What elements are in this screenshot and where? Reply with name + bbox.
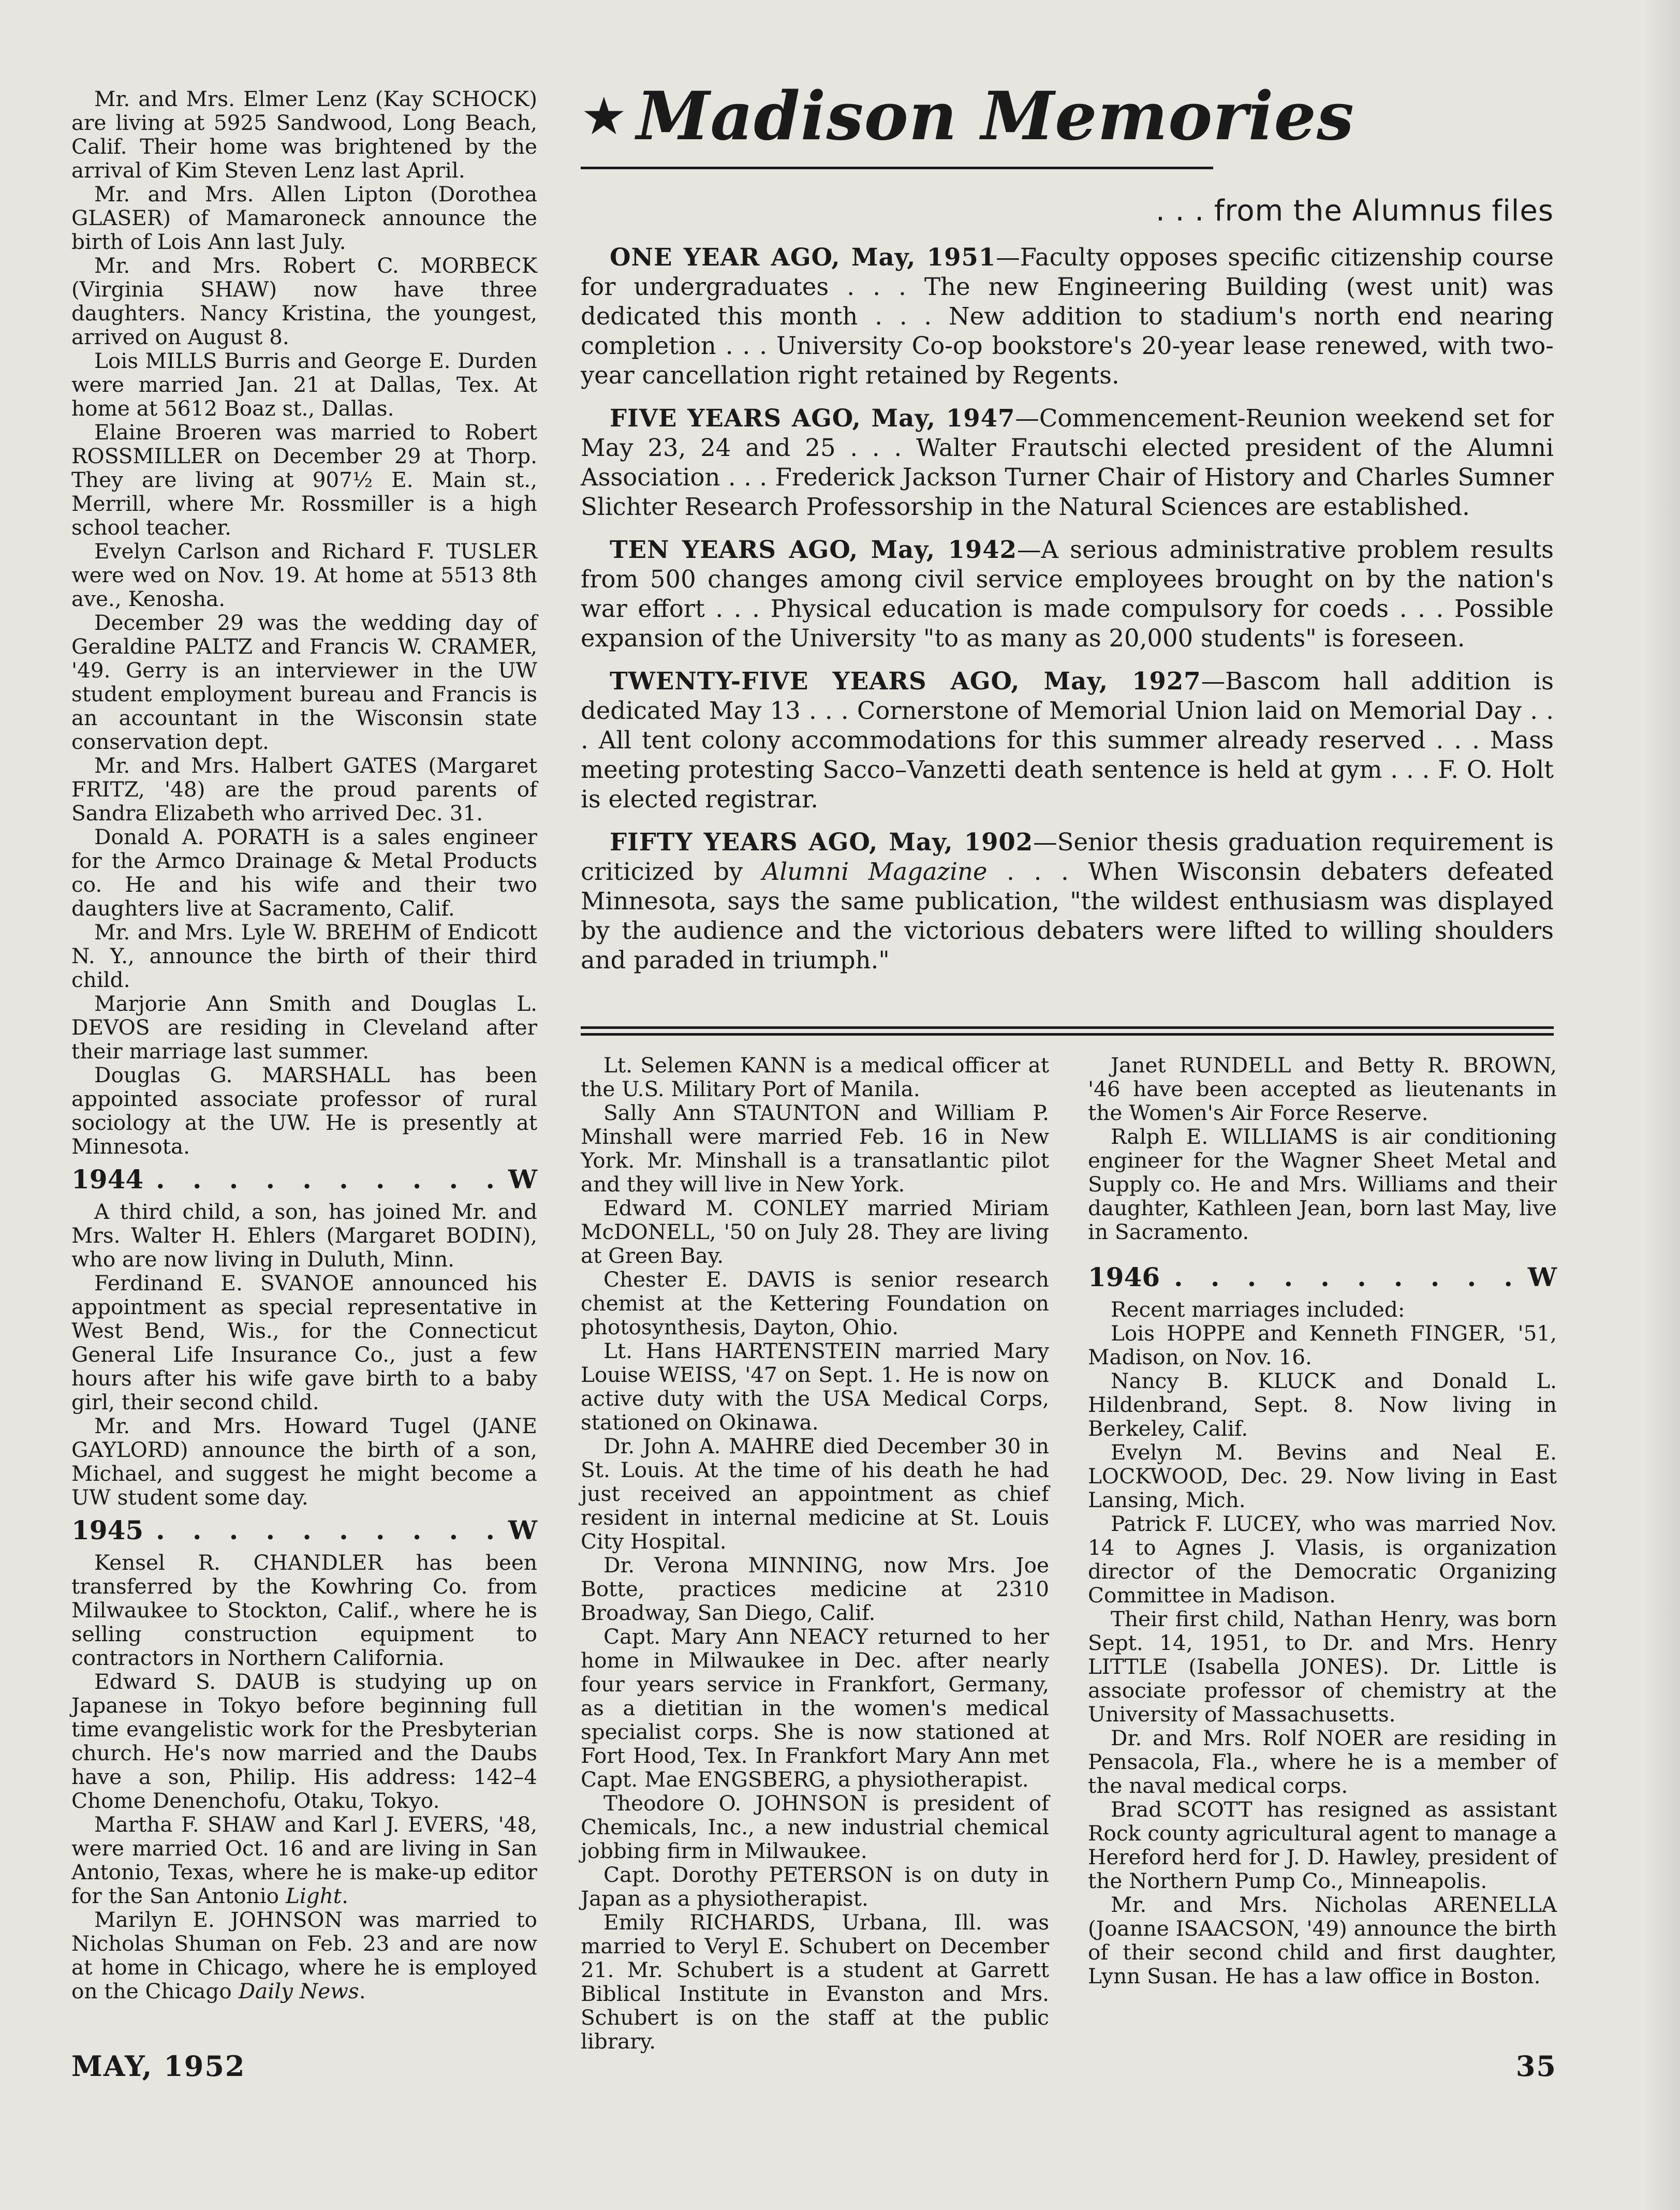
footer-issue-date: MAY, 1952 bbox=[71, 2050, 246, 2083]
news-item: Lt. Hans HARTENSTEIN married Mary Louise WEISS, '47 on Sept. 1. He is now on active duty with the USA Medical Corps, stationed on Okinawa. bbox=[581, 1338, 1049, 1435]
news-item: Mr. and Mrs. Nicholas ARENELLA (Joanne ISAACSON, '49) announce the birth of their second child and first daughter, Lynn Susan. He has a law office in Boston. bbox=[1088, 1892, 1557, 1988]
news-item: Edward M. CONLEY married Miriam McDONELL, '50 on July 28. They are living at Green Bay. bbox=[581, 1196, 1049, 1268]
news-item: Lt. Selemen KANN is a medical officer at the U.S. Military Port of Manila. bbox=[581, 1053, 1049, 1101]
item-text: . bbox=[342, 1883, 348, 1908]
news-item: Janet RUNDELL and Betty R. BROWN, '46 have been accepted as lieutenants in the Women's Air Force Reserve. bbox=[1088, 1053, 1557, 1125]
news-item: Capt. Mary Ann NEACY returned to her home in Milwaukee in Dec. after nearly four years service in Frankfort, Germany, as a dietitian in the women's medical specialist corps. She is now stationed at Fort Hood, Tex. In Frankfort Mary Ann met Capt. Mae ENGSBERG, a physiotherapist. bbox=[581, 1624, 1049, 1792]
news-item: Mr. and Mrs. Robert C. MORBECK (Virginia SHAW) now have three daughters. Nancy Kristina, the youngest, arrived on August 8. bbox=[71, 253, 537, 349]
double-divider-rule bbox=[581, 1026, 1554, 1036]
news-item: Evelyn M. Bevins and Neal E. LOCKWOOD, Dec. 29. Now living in East Lansing, Mich. bbox=[1088, 1440, 1557, 1512]
memory-text: . . . When Wisconsin debaters defeated Minnesota, says the same publication, "the wildest enthusiasm was displayed by the audience and the victorious debaters were lifted to willing shoulders and paraded in triumph." bbox=[581, 858, 1554, 974]
news-item: Dr. John A. MAHRE died December 30 in St. Louis. At the time of his death he had just received an appointment as chief resident in internal medicine at St. Louis City Hospital. bbox=[581, 1434, 1049, 1554]
news-item: Edward S. DAUB is studying up on Japanese in Tokyo before beginning full time evangelistic work for the Presbyterian church. He's now married and the Daubs have a son, Philip. His address: 142–4 Chome Denenchofu, Otaku, Tokyo. bbox=[71, 1669, 537, 1813]
madison-memories-feature bbox=[581, 78, 1554, 988]
news-item: Dr. and Mrs. Rolf NOER are residing in Pensacola, Fla., where he is a member of the naval medical corps. bbox=[1088, 1726, 1557, 1798]
item-text: . bbox=[359, 1979, 366, 2003]
news-item: Mr. and Mrs. Lyle W. BREHM of Endicott N. Y., announce the birth of their third child. bbox=[71, 920, 537, 992]
memory-lead: FIFTY YEARS AGO, May, 1902 bbox=[610, 828, 1034, 856]
feature-title: Madison Memories bbox=[636, 78, 1354, 155]
news-item: Ferdinand E. SVANOE announced his appointment as special representative in West Bend, Wis., for the Connecticut General Life Insurance Co., just a few hours after his wife gave birth to a baby girl, their second child. bbox=[71, 1271, 537, 1415]
title-underline bbox=[581, 167, 1213, 169]
news-item bbox=[71, 1908, 537, 2003]
middle-column bbox=[581, 1053, 1049, 2053]
news-item: Evelyn Carlson and Richard F. TUSLER were wed on Nov. 19. At home at 5513 8th ave., Kenosha. bbox=[71, 539, 537, 611]
news-item: Mr. and Mrs. Halbert GATES (Margaret FRITZ, '48) are the proud parents of Sandra Elizabeth who arrived Dec. 31. bbox=[71, 753, 537, 826]
section-dots: . . . . . . . . . . bbox=[156, 1164, 504, 1195]
memory-lead: TEN YEARS AGO, May, 1942 bbox=[610, 535, 1017, 564]
memory-text: —Faculty opposes specific citizenship course for undergraduates . . . The new Engineering Building (west unit) was dedicated this month . . . New addition to stadium's north end nearing completion . . . University Co-op bookstore's 20-year lease renewed, with two-year cancellation right retained by Regents. bbox=[581, 243, 1554, 389]
memory-entry bbox=[581, 403, 1554, 522]
news-item: Kensel R. CHANDLER has been transferred by the Kowhring Co. from Milwaukee to Stockton, Calif., where he is selling construction equipment to contractors in Northern California. bbox=[71, 1550, 537, 1670]
feature-title-row bbox=[581, 78, 1554, 155]
section-dots: . . . . . . . . . . bbox=[156, 1515, 504, 1545]
news-item: Chester E. DAVIS is senior research chemist at the Kettering Foundation on photosynthesis, Dayton, Ohio. bbox=[581, 1267, 1049, 1339]
footer-page-number: 35 bbox=[1515, 2050, 1557, 2083]
news-item: Mr. and Mrs. Allen Lipton (Dorothea GLASER) of Mamaroneck announce the birth of Lois Ann last July. bbox=[71, 182, 537, 254]
publication-name: Alumni Magazine bbox=[762, 858, 988, 886]
news-item: Douglas G. MARSHALL has been appointed associate professor of rural sociology at the UW. He is presently at Minnesota. bbox=[71, 1063, 537, 1159]
memory-text: —Senior thesis graduation requirement is criticized by bbox=[581, 828, 1554, 886]
memory-lead: TWENTY-FIVE YEARS AGO, May, 1927 bbox=[610, 667, 1201, 695]
star-icon: ★ bbox=[581, 86, 627, 146]
news-item: Elaine Broeren was married to Robert ROSSMILLER on December 29 at Thorp. They are living at 907½ E. Main st., Merrill, where Mr. Rossmiller is a high school teacher. bbox=[71, 420, 537, 540]
news-item: December 29 was the wedding day of Geraldine PALTZ and Francis W. CRAMER, '49. Gerry is an interviewer in the UW student employment bureau and Francis is an accountant in the Wisconsin state conservation dept. bbox=[71, 610, 537, 754]
news-item: Mr. and Mrs. Howard Tugel (JANE GAYLORD) announce the birth of a son, Michael, and suggest he might become a UW student some day. bbox=[71, 1413, 537, 1510]
news-item: Dr. Verona MINNING, now Mrs. Joe Botte, practices medicine at 2310 Broadway, San Diego, Calif. bbox=[581, 1553, 1049, 1625]
memory-text: —A serious administrative problem results from 500 changes among civil service employees brought on by the nation's war effort . . . Physical education is made compulsory for coeds . . . Possible expansion of the University "to as many as 20,000 students" is foreseen. bbox=[581, 536, 1554, 652]
news-item: Sally Ann STAUNTON and William P. Minshall were married Feb. 16 in New York. Mr. Minshall is a transatlantic pilot and they will live in New York. bbox=[581, 1100, 1049, 1197]
right-column bbox=[1088, 1053, 1557, 1988]
memory-lead: FIVE YEARS AGO, May, 1947 bbox=[610, 404, 1015, 432]
item-text: Marilyn E. JOHNSON was married to Nicholas Shuman on Feb. 23 and are now at home in Chicago, where he is employed on the Chicago bbox=[71, 1907, 537, 2003]
publication-name: Daily News bbox=[238, 1979, 359, 2003]
news-item: Mr. and Mrs. Elmer Lenz (Kay SCHOCK) are living at 5925 Sandwood, Long Beach, Calif. Their home was brightened by the arrival of Kim Steven Lenz last April. bbox=[71, 86, 537, 183]
section-header-1945 bbox=[71, 1517, 537, 1543]
news-item: Brad SCOTT has resigned as assistant Rock county agricultural agent to manage a Hereford herd for J. D. Hawley, president of the Northern Pump Co., Minneapolis. bbox=[1088, 1797, 1557, 1893]
memory-entry bbox=[581, 535, 1554, 653]
news-item: Ralph E. WILLIAMS is air conditioning engineer for the Wagner Sheet Metal and Supply co. He and Mrs. Williams and their daughter, Kathleen Jean, born last May, live in Sacramento. bbox=[1088, 1124, 1557, 1244]
section-mark: W bbox=[508, 1515, 537, 1545]
section-mark: W bbox=[508, 1164, 537, 1195]
memory-entry bbox=[581, 666, 1554, 814]
section-year: 1946 bbox=[1088, 1262, 1160, 1292]
news-item: Marjorie Ann Smith and Douglas L. DEVOS are residing in Cleveland after their marriage last summer. bbox=[71, 991, 537, 1064]
news-item: Theodore O. JOHNSON is president of Chemicals, Inc., a new industrial chemical jobbing firm in Milwaukee. bbox=[581, 1791, 1049, 1863]
feature-subtitle: . . . from the Alumnus files bbox=[1156, 194, 1554, 228]
section-mark: W bbox=[1527, 1262, 1557, 1292]
left-column bbox=[71, 87, 537, 2003]
news-item: Donald A. PORATH is a sales engineer for the Armco Drainage & Metal Products co. He and his wife and their two daughters live at Sacramento, Calif. bbox=[71, 824, 537, 921]
section-header-1946 bbox=[1088, 1264, 1557, 1290]
section-year: 1945 bbox=[71, 1515, 144, 1545]
news-item: Recent marriages included: bbox=[1111, 1297, 1405, 1322]
publication-name: Light bbox=[285, 1883, 342, 1908]
news-item: Patrick F. LUCEY, who was married Nov. 14 to Agnes J. Vlasis, is organization director of the Democratic Organizing Committee in Madison. bbox=[1088, 1511, 1557, 1608]
news-item: Their first child, Nathan Henry, was born Sept. 14, 1951, to Dr. and Mrs. Henry LITTLE (Isabella JONES). Dr. Little is associate professor of chemistry at the University of Massachusetts. bbox=[1088, 1607, 1557, 1727]
memory-entry bbox=[581, 242, 1554, 390]
news-item: Lois MILLS Burris and George E. Durden were married Jan. 21 at Dallas, Tex. At home at 5612 Boaz st., Dallas. bbox=[71, 348, 537, 421]
section-dots: . . . . . . . . . . bbox=[1174, 1262, 1522, 1292]
section-header-1944 bbox=[71, 1164, 537, 1195]
memory-text: —Commencement-Reunion weekend set for May 23, 24 and 25 . . . Walter Frautschi elected president of the Alumni Association . . . Frederick Jackson Turner Chair of History and Charles Sumner Slichter Research Professorship in the Natural Sciences are established. bbox=[581, 404, 1554, 521]
memory-entry bbox=[581, 827, 1554, 975]
memory-text: —Bascom hall addition is dedicated May 13 . . . Cornerstone of Memorial Union laid on Memorial Day . . . All tent colony accommodations for this summer already reserved . . . Mass meeting protesting Sacco–Vanzetti death sentence is held at gym . . . F. O. Holt is elected registrar. bbox=[581, 667, 1554, 813]
news-item: Lois HOPPE and Kenneth FINGER, '51, Madison, on Nov. 16. bbox=[1088, 1321, 1557, 1369]
item-text: Martha F. SHAW and Karl J. EVERS, '48, were married Oct. 16 and are living in San Antonio, Texas, where he is make-up editor for the San Antonio bbox=[71, 1812, 537, 1908]
news-item: Nancy B. KLUCK and Donald L. Hildenbrand, Sept. 8. Now living in Berkeley, Calif. bbox=[1088, 1368, 1557, 1441]
news-item bbox=[71, 1813, 537, 1908]
news-item: A third child, a son, has joined Mr. and Mrs. Walter H. Ehlers (Margaret BODIN), who are now living in Duluth, Minn. bbox=[71, 1199, 537, 1272]
news-item: Capt. Dorothy PETERSON is on duty in Japan as a physiotherapist. bbox=[581, 1862, 1049, 1911]
news-item: Emily RICHARDS, Urbana, Ill. was married to Veryl E. Schubert on December 21. Mr. Schubert is a student at Garrett Biblical Institute in Evanston and Mrs. Schubert is on the staff at the public library. bbox=[581, 1910, 1049, 2054]
page-edge-shadow bbox=[1644, 0, 1680, 2210]
section-year: 1944 bbox=[71, 1164, 144, 1195]
memory-lead: ONE YEAR AGO, May, 1951 bbox=[610, 243, 996, 271]
